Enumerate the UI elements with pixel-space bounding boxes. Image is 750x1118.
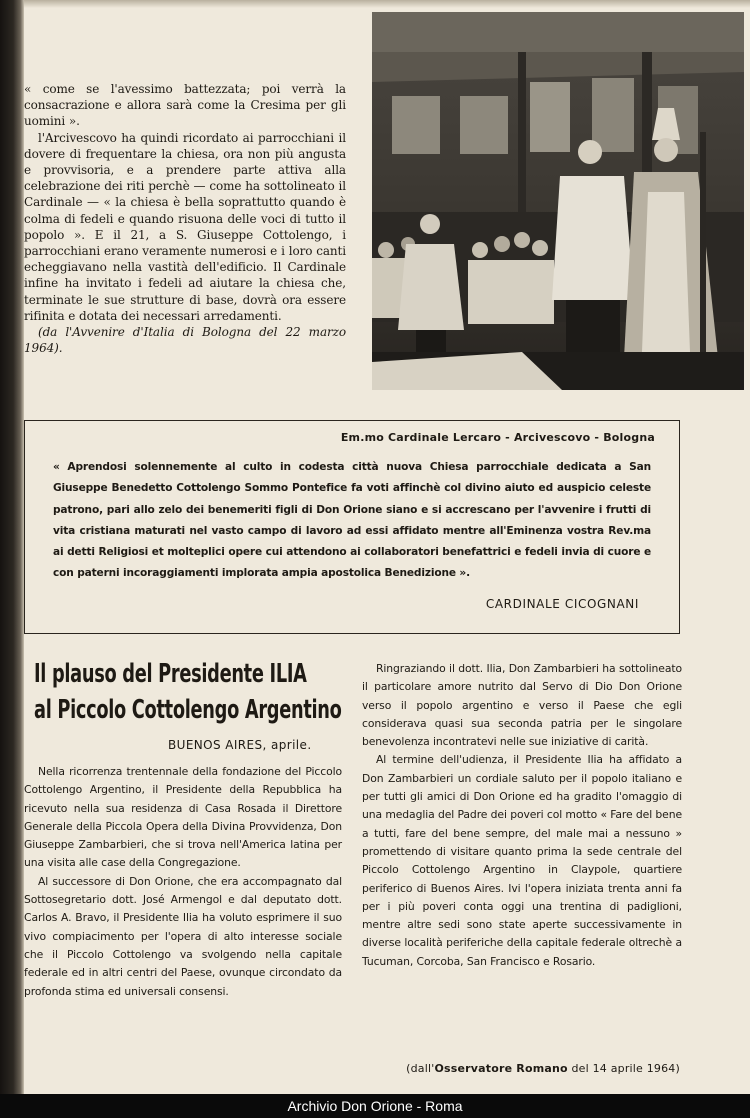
binding-shadow [0, 0, 24, 1094]
article-paragraph: Al termine dell'udienza, il Presidente Ilia ha affidato a Don Zambarbieri un cordiale saluto per il popolo italiano e per tutti gli amici di Don Orione ed ha gradito l'omaggio di una medaglia del Padre dei poveri col motto « Fare del bene a tutti, fare del bene sempre, del male mai a nessuno » promettendo di visitare quanto prima la sede centrale del Piccolo Cottolengo Argentino in Claypole, quartiere periferico di Buenos Aires. Ivi l'opera iniziata trenta anni fa per i più poveri conta oggi una trentina di padiglioni, mentre altre sedi sono state aperte successivamente in diverse località periferiche della capitale federale oltrechè a Tucuman, Corcoba, San Francisco e Rosario. [362, 753, 683, 968]
citation-suffix: del 14 aprile 1964) [567, 1062, 680, 1075]
article-right-column [362, 660, 682, 971]
article-paragraph: Ringraziando il dott. Ilia, Don Zambarbieri ha sottolineato il particolare amore nutrito dal Servo di Dio Don Orione verso il popolo argentino e verso il Paese che egli considerava quasi sua seconda patria per le singolare benevolenza incontratevi nelle sue iniziative di carità. [362, 662, 682, 749]
article-paragraph: Al successore di Don Orione, che era accompagnato dal Sottosegretario dott. José Armengol e dal deputato dott. Carlos A. Bravo, il Presidente Ilia ha voluto esprimere il suo vivo compiacimento per l'opera di alto interesse sociale che il Piccolo Cottolengo va svolgendo nella capitale federale ed in altri centri del Paese, ovunque circondato da profonda stima ed universali consensi. [24, 874, 342, 998]
ceremony-photo [372, 12, 744, 390]
article-headline [34, 656, 342, 728]
archive-label: Archivio Don Orione - Roma [287, 1098, 463, 1114]
headline-line: al Piccolo Cottolengo Argentino [34, 695, 342, 725]
article-left-column [24, 763, 342, 1001]
telegram-message: « Aprendosi solennemente al culto in codesta città nuova Chiesa parrocchiale dedicata a San Giuseppe Benedetto Cottolengo Sommo Pontefice fa voti affinchè col divino aiuto ed auspicio celeste patrono, pari allo zelo dei benemeriti figli di Don Orione siano e si accrescano per l'avvenire i frutti di vita cristiana maturati nel vasto campo di lavoro ad essi affidato mentre all'Eminenza vostra Rev.ma ai detti Religiosi et molteplici opere cui attendono ai collaboratori benefattrici e fedeli invia di cuore e con paterni incoraggiamenti implorata ampia apostolica Benedizione ». [53, 461, 651, 580]
upper-paragraph: « come se l'avessimo battezzata; poi verrà la consacrazione e allora sarà come la Cresima per gli uomini ». [24, 82, 346, 129]
citation-prefix: (dall' [406, 1062, 435, 1075]
upper-paragraph: l'Arcivescovo ha quindi ricordato ai parrocchiani il dovere di frequentare la chiesa, ora non più angusta e provvisoria, e a prendere parte attiva alla celebrazione dei riti perchè — come ha sottolineato il Cardinale — « la chiesa è bella soprattutto quando è colma di fedeli e quando risuona delle voci di tutto il popolo ». E il 21, a S. Giuseppe Cottolengo, i parrocchiani erano veramente numerosi e i loro canti echeggiavano nella vastità dell'edificio. Il Cardinale infine ha invitato i fedeli ad aiutare la chiesa che, terminate le sue strutture di base, dovrà ora essere rifinita e dotata dei necessari arredamenti. [24, 130, 346, 323]
headline-line: Il plauso del Presidente ILIA [34, 659, 307, 689]
citation-newspaper: Osservatore Romano [434, 1062, 568, 1075]
article-dateline: BUENOS AIRES, aprile. [168, 738, 312, 752]
telegram-recipient: Em.mo Cardinale Lercaro - Arcivescovo - Bologna [340, 431, 655, 444]
upper-source-credit: (da l'Avvenire d'Italia di Bologna del 22 marzo 1964). [24, 325, 346, 356]
telegram-box [24, 420, 680, 634]
page-top-edge [0, 0, 750, 8]
telegram-signature: CARDINALE CICOGNANI [485, 597, 639, 611]
upper-article-text [24, 81, 346, 356]
article-paragraph: Nella ricorrenza trentennale della fondazione del Piccolo Cottolengo Argentino, il Presidente della Repubblica ha ricevuto nella sua residenza di Casa Rosada il Direttore Generale della Piccola Opera della Divina Provvidenza, Don Giuseppe Zambarbieri, che si trova nell'America latina per una visita alle case della Congregazione. [24, 765, 342, 870]
article-source-credit [406, 1062, 680, 1075]
